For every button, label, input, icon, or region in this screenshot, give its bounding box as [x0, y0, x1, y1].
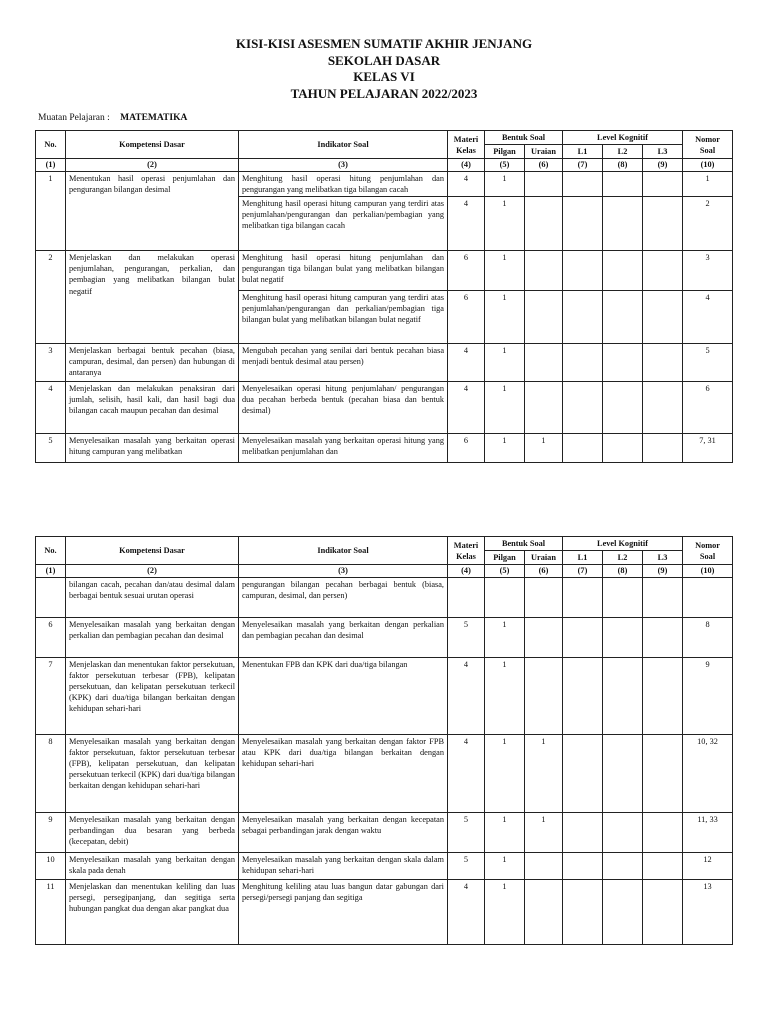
l2-cell — [603, 617, 643, 657]
header-l3: L3 — [643, 551, 683, 565]
l3-cell — [643, 879, 683, 944]
kelas-cell: 4 — [448, 879, 485, 944]
row-number: 10 — [36, 852, 66, 879]
header-l2: L2 — [603, 551, 643, 565]
uraian-cell — [525, 251, 563, 291]
table-row — [36, 251, 733, 291]
header-l3: L3 — [643, 145, 683, 159]
kompetensi-dasar-cell: Menyelesaikan masalah yang berkaitan dengan skala pada denah — [66, 852, 239, 879]
uraian-cell — [525, 171, 563, 196]
row-number: 8 — [36, 734, 66, 812]
kelas-cell: 6 — [448, 251, 485, 291]
kompetensi-dasar-cell: Menjelaskan dan menentukan keliling dan luas persegi, persegipanjang, dan segitiga serta hubungan pangkat dua dengan akar pangkat dua — [66, 879, 239, 944]
nomor-soal-cell: 7, 31 — [683, 434, 733, 463]
pilgan-cell — [485, 577, 525, 617]
nomor-soal-cell: 10, 32 — [683, 734, 733, 812]
uraian-cell — [525, 291, 563, 344]
l1-cell — [563, 344, 603, 382]
kisi-kisi-table-2 — [35, 536, 733, 945]
l2-cell — [603, 852, 643, 879]
table-row — [36, 734, 733, 812]
l3-cell — [643, 852, 683, 879]
kelas-cell: 6 — [448, 291, 485, 344]
indikator-cell: Menghitung hasil operasi hitung campuran yang terdiri atas penjumlahan/pengurangan dan perkalian/pembagian tiga bilangan bulat yang melibatkan bilangan bulat negatif — [239, 291, 448, 344]
header-materi-kelas: Materi Kelas — [448, 131, 485, 159]
subject-label: Muatan Pelajaran : — [38, 113, 110, 123]
header-kompetensi-dasar: Kompetensi Dasar — [66, 131, 239, 159]
header-nomor-soal: Nomor Soal — [683, 131, 733, 159]
column-number-row — [36, 159, 733, 171]
row-number: 7 — [36, 657, 66, 734]
l1-cell — [563, 852, 603, 879]
column-number: (9) — [643, 565, 683, 577]
indikator-cell: Menyelesaikan masalah yang berkaitan dengan faktor FPB atau KPK dari dua/tiga bilangan berkaitan dengan kehidupan sehari-hari — [239, 734, 448, 812]
kelas-cell — [448, 577, 485, 617]
l1-cell — [563, 434, 603, 463]
l2-cell — [603, 879, 643, 944]
indikator-cell: Menyelesaikan masalah yang berkaitan dengan perkalian dan pembagian pecahan dan desimal — [239, 617, 448, 657]
column-number: (4) — [448, 159, 485, 171]
l2-cell — [603, 382, 643, 434]
title-line-3: KELAS VI — [353, 69, 415, 84]
column-number: (2) — [66, 159, 239, 171]
l3-cell — [643, 617, 683, 657]
nomor-soal-cell — [683, 577, 733, 617]
column-number: (1) — [36, 159, 66, 171]
kelas-cell: 4 — [448, 734, 485, 812]
table-row — [36, 852, 733, 879]
l2-cell — [603, 734, 643, 812]
indikator-cell: Menyelesaikan operasi hitung penjumlahan/ pengurangan dua pecahan berbeda bentuk (pecahan biasa dan bentuk desimal) — [239, 382, 448, 434]
table-row — [36, 812, 733, 852]
l1-cell — [563, 251, 603, 291]
indikator-cell: Menyelesaikan masalah yang berkaitan operasi hitung yang melibatkan penjumlahan dan — [239, 434, 448, 463]
kelas-cell: 4 — [448, 171, 485, 196]
pilgan-cell: 1 — [485, 657, 525, 734]
l1-cell — [563, 171, 603, 196]
l1-cell — [563, 197, 603, 251]
pilgan-cell: 1 — [485, 197, 525, 251]
l3-cell — [643, 291, 683, 344]
column-number: (1) — [36, 565, 66, 577]
column-number: (6) — [525, 565, 563, 577]
nomor-soal-cell: 8 — [683, 617, 733, 657]
nomor-soal-cell: 12 — [683, 852, 733, 879]
column-number: (7) — [563, 159, 603, 171]
l3-cell — [643, 577, 683, 617]
column-number: (3) — [239, 565, 448, 577]
uraian-cell: 1 — [525, 734, 563, 812]
header-bentuk-soal: Bentuk Soal — [485, 131, 563, 145]
column-number: (8) — [603, 565, 643, 577]
l3-cell — [643, 171, 683, 196]
l1-cell — [563, 812, 603, 852]
column-number: (5) — [485, 159, 525, 171]
indikator-cell: Menghitung keliling atau luas bangun datar gabungan dari persegi/persegi panjang dan segitiga — [239, 879, 448, 944]
l3-cell — [643, 382, 683, 434]
subject-line — [38, 113, 187, 123]
indikator-cell: Menghitung hasil operasi hitung penjumlahan dan pengurangan yang melibatkan tiga bilangan cacah — [239, 171, 448, 196]
table-row — [36, 657, 733, 734]
indikator-cell: Menghitung hasil operasi hitung campuran yang terdiri atas penjumlahan/pengurangan dan perkalian/pembagian yang melibatkan tiga bilangan cacah — [239, 197, 448, 251]
column-number: (5) — [485, 565, 525, 577]
uraian-cell — [525, 852, 563, 879]
l1-cell — [563, 291, 603, 344]
table-row — [36, 382, 733, 434]
uraian-cell — [525, 197, 563, 251]
header-uraian: Uraian — [525, 551, 563, 565]
kelas-cell: 5 — [448, 812, 485, 852]
pilgan-cell: 1 — [485, 734, 525, 812]
row-number — [36, 577, 66, 617]
header-level-kognitif: Level Kognitif — [563, 131, 683, 145]
row-number: 5 — [36, 434, 66, 463]
kompetensi-dasar-cell: Menjelaskan dan melakukan penaksiran dari jumlah, selisih, hasil kali, dan hasil bagi dua bilangan cacah maupun pecahan dan desimal — [66, 382, 239, 434]
header-uraian: Uraian — [525, 145, 563, 159]
header-bentuk-soal: Bentuk Soal — [485, 537, 563, 551]
l3-cell — [643, 812, 683, 852]
header-l1: L1 — [563, 145, 603, 159]
table-row — [36, 171, 733, 196]
pilgan-cell: 1 — [485, 617, 525, 657]
kompetensi-dasar-cell: Menjelaskan dan melakukan operasi penjumlahan, pengurangan, perkalian, dan pembagian yang melibatkan bilangan bulat negatif — [66, 251, 239, 344]
uraian-cell — [525, 879, 563, 944]
column-number: (9) — [643, 159, 683, 171]
kelas-cell: 4 — [448, 657, 485, 734]
table-row — [36, 577, 733, 617]
header-l1: L1 — [563, 551, 603, 565]
pilgan-cell: 1 — [485, 344, 525, 382]
row-number: 9 — [36, 812, 66, 852]
l1-cell — [563, 577, 603, 617]
column-number: (2) — [66, 565, 239, 577]
l3-cell — [643, 434, 683, 463]
document-header — [0, 36, 768, 102]
table-row — [36, 434, 733, 463]
kompetensi-dasar-cell: bilangan cacah, pecahan dan/atau desimal dalam berbagai bentuk sesuai urutan operasi — [66, 577, 239, 617]
uraian-cell: 1 — [525, 812, 563, 852]
table-row — [36, 879, 733, 944]
row-number: 6 — [36, 617, 66, 657]
l2-cell — [603, 171, 643, 196]
title-line-4: TAHUN PELAJARAN 2022/2023 — [290, 85, 478, 101]
l2-cell — [603, 577, 643, 617]
l2-cell — [603, 197, 643, 251]
kelas-cell: 4 — [448, 344, 485, 382]
l1-cell — [563, 657, 603, 734]
pilgan-cell: 1 — [485, 434, 525, 463]
kelas-cell: 5 — [448, 852, 485, 879]
header-no: No. — [36, 131, 66, 159]
kompetensi-dasar-cell: Menyelesaikan masalah yang berkaitan dengan faktor persekutuan, faktor persekutuan terbesar (FPB), kelipatan persekutuan, dan kelipatan persekutuan terkecil (KPK) dari dua/tiga bilangan berkaitan dengan kehidupan sehari-hari — [66, 734, 239, 812]
column-number: (10) — [683, 159, 733, 171]
header-indikator-soal: Indikator Soal — [239, 131, 448, 159]
l1-cell — [563, 617, 603, 657]
pilgan-cell: 1 — [485, 852, 525, 879]
l3-cell — [643, 251, 683, 291]
uraian-cell — [525, 657, 563, 734]
nomor-soal-cell: 13 — [683, 879, 733, 944]
l2-cell — [603, 657, 643, 734]
nomor-soal-cell: 6 — [683, 382, 733, 434]
row-number: 3 — [36, 344, 66, 382]
uraian-cell — [525, 577, 563, 617]
l3-cell — [643, 734, 683, 812]
kelas-cell: 6 — [448, 434, 485, 463]
row-number: 11 — [36, 879, 66, 944]
header-pilgan: Pilgan — [485, 145, 525, 159]
table-row — [36, 617, 733, 657]
header-materi-kelas: Materi Kelas — [448, 537, 485, 565]
header-kompetensi-dasar: Kompetensi Dasar — [66, 537, 239, 565]
row-number: 1 — [36, 171, 66, 250]
column-number: (4) — [448, 565, 485, 577]
pilgan-cell: 1 — [485, 251, 525, 291]
nomor-soal-cell: 1 — [683, 171, 733, 196]
indikator-cell: Menentukan FPB dan KPK dari dua/tiga bilangan — [239, 657, 448, 734]
title-line-1: KISI-KISI ASESMEN SUMATIF AKHIR JENJANG — [235, 36, 533, 51]
uraian-cell — [525, 344, 563, 382]
column-number: (3) — [239, 159, 448, 171]
uraian-cell — [525, 382, 563, 434]
kelas-cell: 4 — [448, 382, 485, 434]
nomor-soal-cell: 4 — [683, 291, 733, 344]
header-pilgan: Pilgan — [485, 551, 525, 565]
nomor-soal-cell: 3 — [683, 251, 733, 291]
kompetensi-dasar-cell: Menyelesaikan masalah yang berkaitan dengan perkalian dan pembagian pecahan dan desimal — [66, 617, 239, 657]
kompetensi-dasar-cell: Menjelaskan dan menentukan faktor persekutuan, faktor persekutuan terbesar (FPB), kelipatan persekutuan, dan kelipatan persekutuan terkecil (KPK) dari dua/tiga bilangan berkaitan dengan kehidupan sehari-hari — [66, 657, 239, 734]
kisi-kisi-table-1 — [35, 130, 733, 463]
column-number: (7) — [563, 565, 603, 577]
header-nomor-soal: Nomor Soal — [683, 537, 733, 565]
pilgan-cell: 1 — [485, 291, 525, 344]
pilgan-cell: 1 — [485, 171, 525, 196]
pilgan-cell: 1 — [485, 879, 525, 944]
kompetensi-dasar-cell: Menyelesaikan masalah yang berkaitan dengan perbandingan dua besaran yang berbeda (kecepatan, debit) — [66, 812, 239, 852]
l3-cell — [643, 197, 683, 251]
l3-cell — [643, 344, 683, 382]
l3-cell — [643, 657, 683, 734]
header-indikator-soal: Indikator Soal — [239, 537, 448, 565]
nomor-soal-cell: 5 — [683, 344, 733, 382]
nomor-soal-cell: 9 — [683, 657, 733, 734]
indikator-cell: Menghitung hasil operasi hitung penjumlahan dan pengurangan tiga bilangan bulat yang melibatkan bilangan bulat negatif — [239, 251, 448, 291]
kompetensi-dasar-cell: Menyelesaikan masalah yang berkaitan operasi hitung campuran yang melibatkan — [66, 434, 239, 463]
l2-cell — [603, 344, 643, 382]
indikator-cell: Menyelesaikan masalah yang berkaitan dengan skala dalam kehidupan sehari-hari — [239, 852, 448, 879]
title-line-2: SEKOLAH DASAR — [327, 52, 441, 68]
indikator-cell: Mengubah pecahan yang senilai dari bentuk pecahan biasa menjadi bentuk desimal atau persen) — [239, 344, 448, 382]
l1-cell — [563, 879, 603, 944]
kompetensi-dasar-cell: Menentukan hasil operasi penjumlahan dan pengurangan bilangan desimal — [66, 171, 239, 250]
header-no: No. — [36, 537, 66, 565]
l2-cell — [603, 291, 643, 344]
indikator-cell: Menyelesaikan masalah yang berkaitan dengan kecepatan sebagai perbandingan jarak dengan waktu — [239, 812, 448, 852]
kompetensi-dasar-cell: Menjelaskan berbagai bentuk pecahan (biasa, campuran, desimal, dan persen) dan hubungan di antaranya — [66, 344, 239, 382]
kelas-cell: 5 — [448, 617, 485, 657]
row-number: 4 — [36, 382, 66, 434]
row-number: 2 — [36, 251, 66, 344]
header-l2: L2 — [603, 145, 643, 159]
column-number-row — [36, 565, 733, 577]
nomor-soal-cell: 2 — [683, 197, 733, 251]
subject-value: MATEMATIKA — [120, 113, 188, 123]
l2-cell — [603, 434, 643, 463]
kelas-cell: 4 — [448, 197, 485, 251]
uraian-cell — [525, 617, 563, 657]
uraian-cell: 1 — [525, 434, 563, 463]
column-number: (8) — [603, 159, 643, 171]
indikator-cell: pengurangan bilangan pecahan berbagai bentuk (biasa, campuran, desimal, dan persen) — [239, 577, 448, 617]
l1-cell — [563, 734, 603, 812]
l1-cell — [563, 382, 603, 434]
pilgan-cell: 1 — [485, 812, 525, 852]
header-level-kognitif: Level Kognitif — [563, 537, 683, 551]
table-row — [36, 344, 733, 382]
column-number: (6) — [525, 159, 563, 171]
column-number: (10) — [683, 565, 733, 577]
l2-cell — [603, 812, 643, 852]
pilgan-cell: 1 — [485, 382, 525, 434]
l2-cell — [603, 251, 643, 291]
nomor-soal-cell: 11, 33 — [683, 812, 733, 852]
